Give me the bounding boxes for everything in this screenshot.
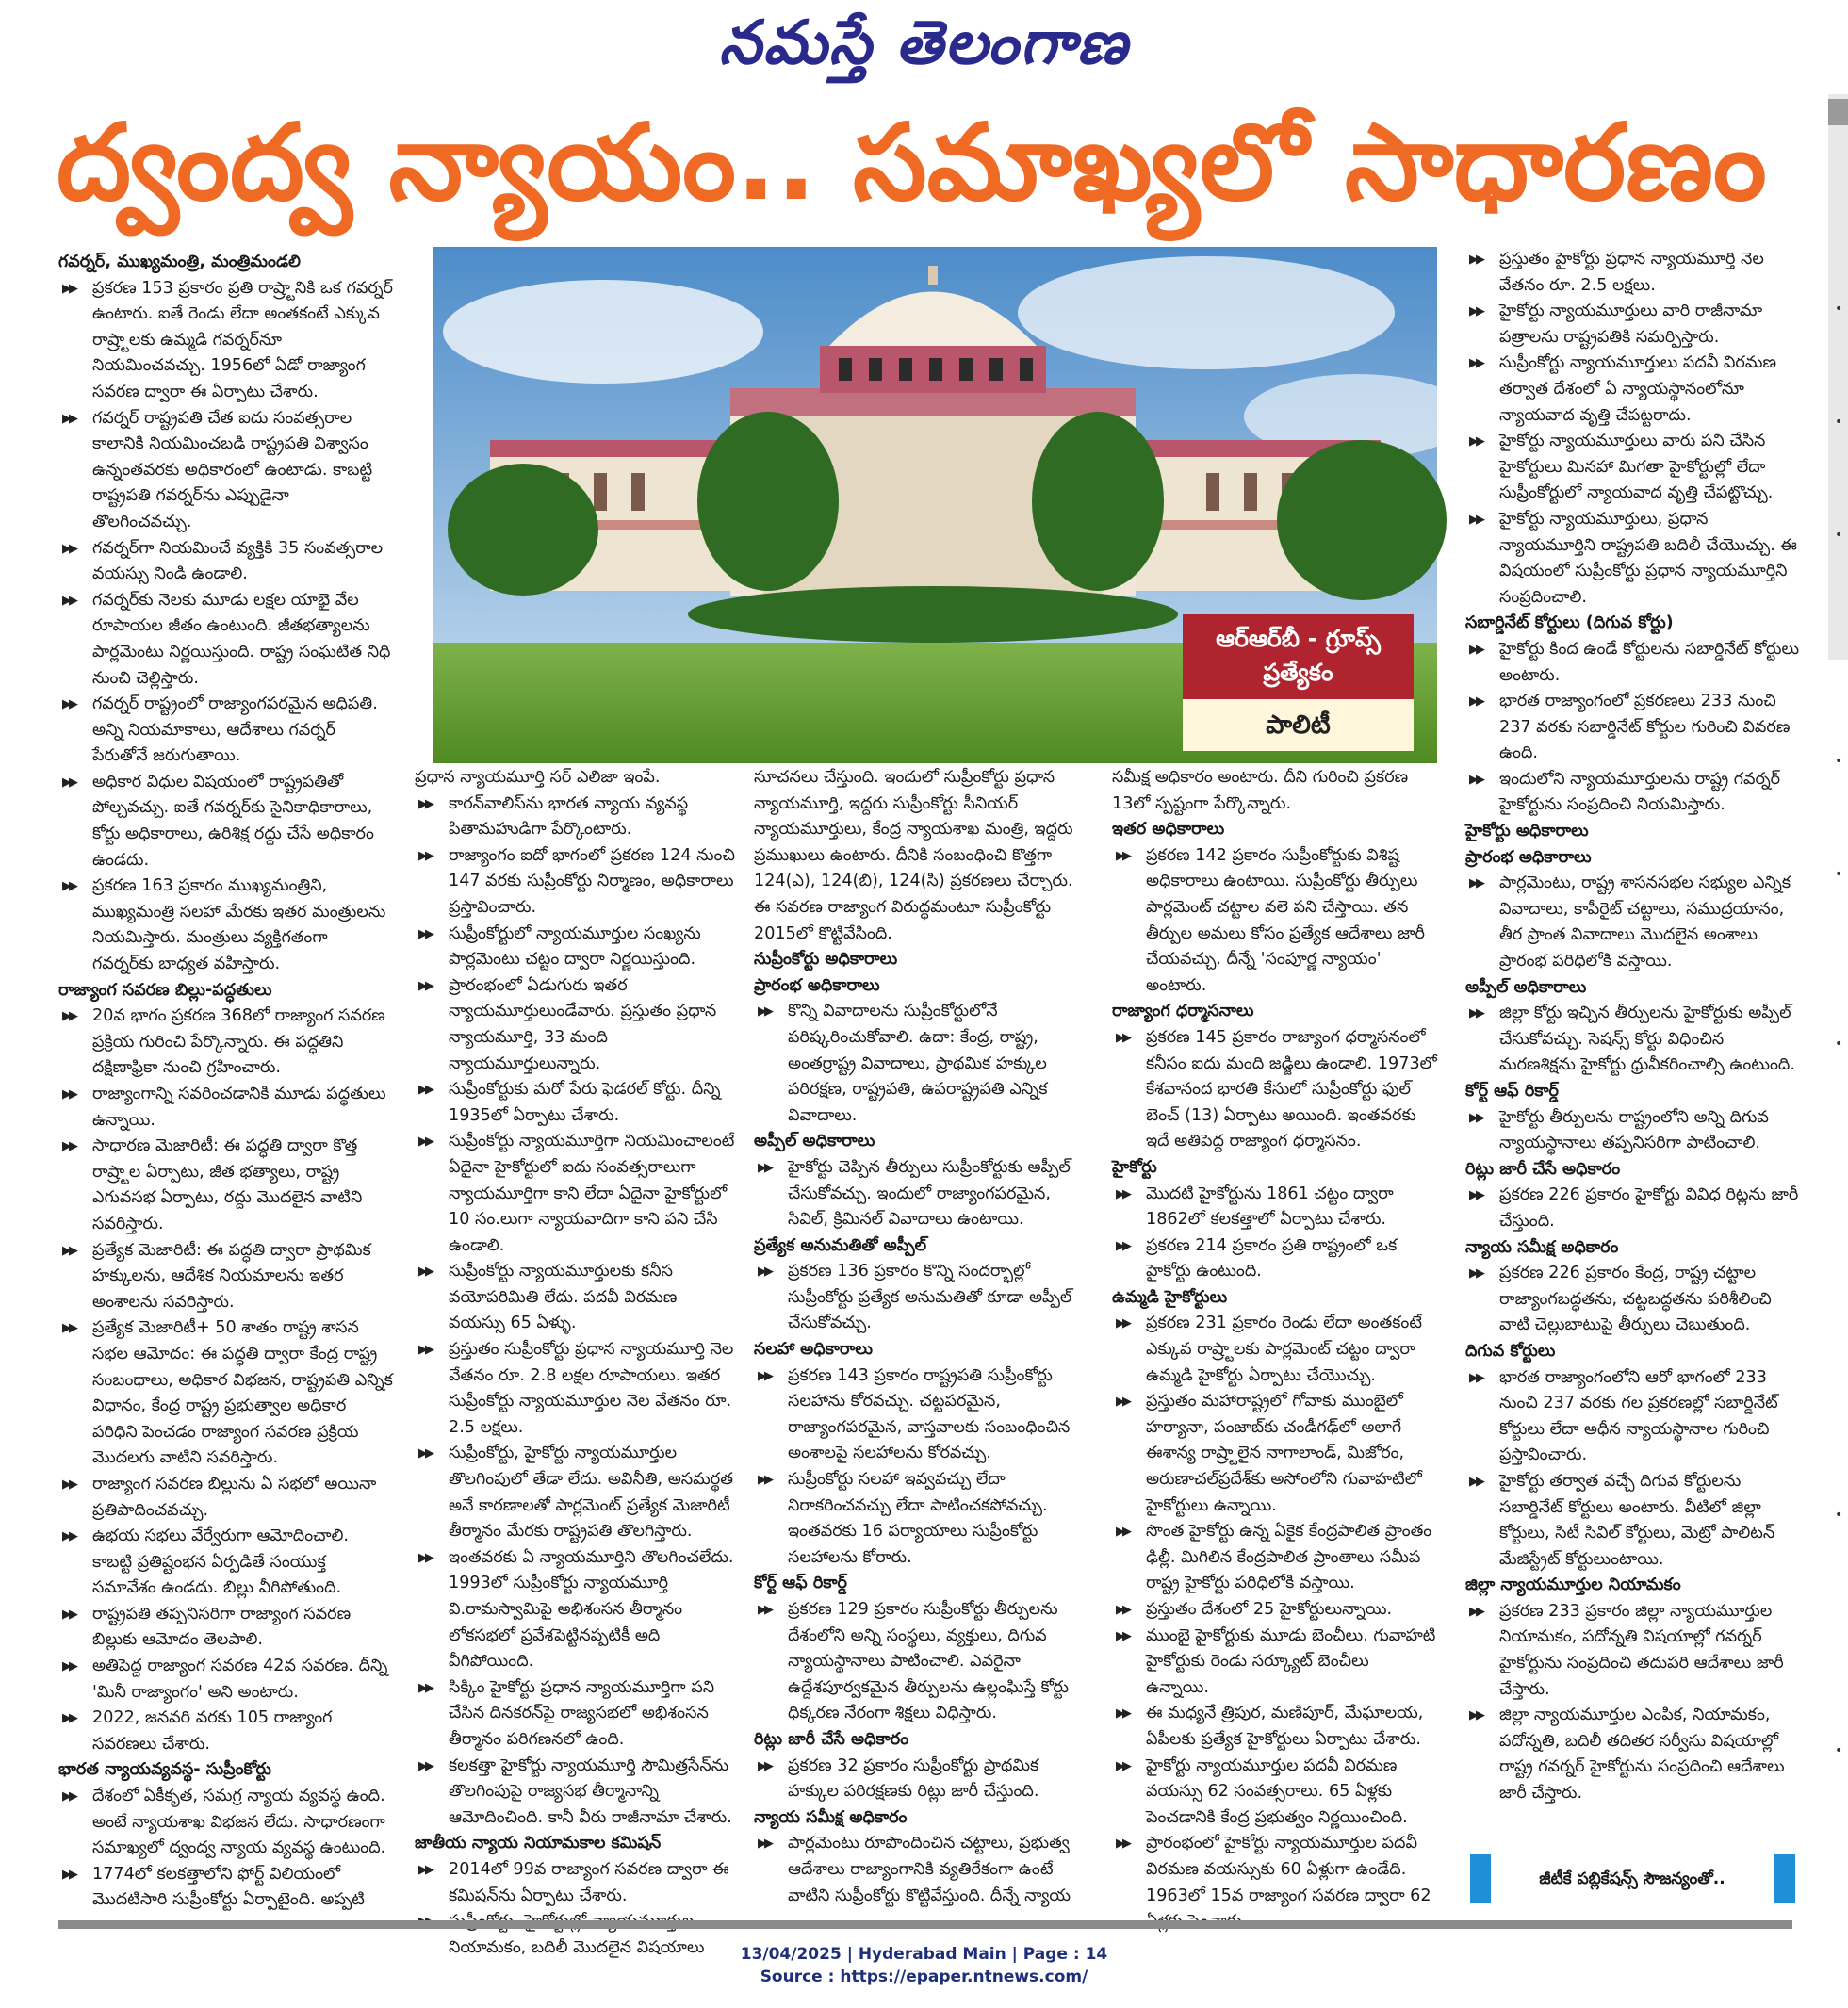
bullet-item bbox=[58, 1004, 393, 1082]
bullet-text: ఈ మధ్యనే త్రిపుర, మణిపూర్, మేఘాలయ, ఏపీలకు ప్రత్యేక హైకోర్టులు ఏర్పాటు చేశారు. bbox=[1146, 1704, 1424, 1749]
double-arrow-icon: ▶▶ bbox=[1116, 1316, 1129, 1331]
double-arrow-icon: ▶▶ bbox=[62, 593, 75, 608]
bullet-text: ప్రత్యేక మెజారిటీ: ఈ పద్ధతి ద్వారా ప్రాథమిక హక్కులను, ఆదేశిక నియమాలను ఇతర అంశాలను సవరిస్తారు. bbox=[92, 1240, 371, 1312]
double-arrow-icon: ▶▶ bbox=[1116, 1030, 1129, 1045]
footer-source-link[interactable]: Source : https://epaper.ntnews.com/ bbox=[760, 1967, 1088, 1986]
double-arrow-icon: ▶▶ bbox=[1116, 1186, 1129, 1201]
bullet-item bbox=[1112, 1519, 1437, 1597]
section-heading: ఇతర అధికారాలు bbox=[1112, 820, 1225, 840]
bullet-item bbox=[754, 999, 1093, 1129]
bullet-text: రాజ్యాంగ సవరణ బిల్లును ఏ సభలో అయినా ప్రతిపాదించవచ్చు. bbox=[92, 1474, 377, 1520]
double-arrow-icon: ▶▶ bbox=[62, 1139, 75, 1154]
section-heading: రాజ్యాంగ సవరణ బిల్లు-పద్ధతులు bbox=[58, 980, 272, 1000]
bullet-text: సాధారణ మెజారిటీ: ఈ పద్ధతి ద్వారా కొత్త రాష్ర్టాల ఏర్పాటు, జీత భత్యాలు, రాష్ట్ర ఎగువసభ ఏర్పాటు, రద్దు మొదలైన వాటిని సవరిస్తారు. bbox=[92, 1136, 363, 1233]
edge-bullet: • bbox=[1835, 867, 1843, 882]
bullet-item bbox=[1112, 1025, 1437, 1155]
bullet-item bbox=[1112, 1624, 1437, 1702]
bullet-item bbox=[1465, 299, 1800, 351]
section-heading: ప్రత్యేక అనుమతితో అప్పీల్ bbox=[754, 1235, 927, 1255]
bullet-text: భారత రాజ్యాంగంలోని ఆరో భాగంలో 233 నుంచి 237 వరకు గల ప్రకరణల్లో సబార్డినేట్ కోర్టులు లేదా అధీన న్యాయస్థానాల గురించి ప్రస్తావించారు. bbox=[1499, 1367, 1778, 1465]
bullet-text: అధికార విధుల విషయంలో రాష్ట్రపతితో పోల్చవచ్చు. ఐతే గవర్నర్‌కు సైనికాధికారాలు, కోర్టు అధికారాలు, ఉరిశిక్ష రద్దు చేసే అధికారం ఉండదు. bbox=[92, 772, 374, 870]
bullet-item bbox=[58, 692, 393, 770]
bullet-item bbox=[58, 536, 393, 588]
section-heading: జాతీయ న్యాయ నియామకాల కమిషన్ bbox=[415, 1834, 662, 1853]
bullet-text: సుప్రీంకోర్టుకు మరో పేరు ఫెడరల్ కోర్టు. దీన్ని 1935లో ఏర్పాటు చేశారు. bbox=[449, 1080, 721, 1125]
double-arrow-icon: ▶▶ bbox=[1469, 253, 1482, 267]
bullet-item bbox=[415, 1129, 735, 1259]
bullet-text: హైకోర్టు తర్వాత వచ్చే దిగువ కోర్టులను సబార్డినేట్ కోర్టులు అంటారు. వీటిలో జిల్లా కోర్టులు, సిటీ సివిల్ కోర్టులు, మెట్రో పాలిటన్ మేజిస్ట్రేట్ కోర్టులుంటాయి. bbox=[1499, 1471, 1775, 1569]
bullet-text: రాష్ట్రపతి తప్పనిసరిగా రాజ్యాంగ సవరణ బిల్లుకు ఆమోదం తెలపాలి. bbox=[92, 1604, 352, 1650]
bullet-item bbox=[58, 276, 393, 406]
bullet-item bbox=[58, 873, 393, 977]
bullet-text: హైకోర్టు కింద ఉండే కోర్టులను సబార్డినేట్ కోర్టులు అంటారు. bbox=[1499, 639, 1800, 685]
section-badge bbox=[1183, 614, 1414, 751]
section-heading: కోర్ట్ ఆఫ్ రికార్డ్ bbox=[754, 1574, 847, 1593]
bullet-item bbox=[1465, 1703, 1800, 1806]
bullet-item bbox=[1112, 1311, 1437, 1389]
bullet-item bbox=[1465, 1105, 1800, 1157]
double-arrow-icon: ▶▶ bbox=[62, 1789, 75, 1804]
bullet-text: సొంత హైకోర్టు ఉన్న ఏకైక కేంద్రపాలిత ప్రాంతం ఢిల్లీ. మిగిలిన కేంద్రపాలిత ప్రాంతాలు సమీప రాష్ట్ర హైకోర్టు పరిధిలోకి వస్తాయి. bbox=[1146, 1522, 1432, 1593]
column-1 bbox=[58, 250, 393, 1918]
bullet-text: జిల్లా కోర్టు ఇచ్చిన తీర్పులను హైకోర్టుకు అప్పీల్ చేసుకోవచ్చు. సెషన్స్ కోర్టు విధించిన మరణశిక్షను హైకోర్టు ధ్రువీకరించాల్సి ఉంటుంది. bbox=[1499, 1004, 1795, 1075]
bullet-text: ప్రకరణ 214 ప్రకారం ప్రతి రాష్ట్రంలో ఒక హైకోర్టు ఉంటుంది. bbox=[1146, 1235, 1398, 1282]
paragraph: సమీక్ష అధికారం అంటారు. దీని గురించి ప్రకరణ 13లో స్పష్టంగా పేర్కొన్నారు. bbox=[1112, 768, 1409, 813]
bullet-text: సుప్రీంకోర్టులో న్యాయమూర్తుల సంఖ్యను పార్లమెంటు చట్టం ద్వారా నిర్ణయిస్తుంది. bbox=[449, 923, 701, 970]
bullet-text: ప్రకరణ 233 ప్రకారం జిల్లా న్యాయమూర్తుల నియామకం, పదోన్నతి విషయాల్లో గవర్నర్ హైకోర్టును సంప్రదించి తదుపరి ఆదేశాలు జారీ చేస్తారు. bbox=[1499, 1601, 1784, 1699]
double-arrow-icon: ▶▶ bbox=[1469, 304, 1482, 319]
section-heading: న్యాయ సమీక్ష అధికారం bbox=[1465, 1237, 1619, 1257]
double-arrow-icon: ▶▶ bbox=[62, 1243, 75, 1258]
bullet-text: ప్రకరణ 153 ప్రకారం ప్రతి రాష్ర్టానికి ఒక గవర్నర్ ఉంటారు. ఐతే రెండు లేదా అంతకంటే ఎక్కువ రాష్ర్టాలకు ఉమ్మడి గవర్నర్‌నూ నియమించవచ్చు. 1956లో ఏడో రాజ్యాంగ సవరణ ద్వారా ఈ ఏర్పాటు చేశారు. bbox=[92, 278, 393, 401]
section-heading: రాజ్యాంగ ధర్మాసనాలు bbox=[1112, 1002, 1254, 1021]
bullet-text: సుప్రీంకోర్టు సలహా ఇవ్వవచ్చు లేదా నిరాకరించవచ్చు లేదా పాటించకపోవచ్చు. ఇంతవరకు 16 పర్యాయాలు సుప్రీంకోర్టు సలహాలను కోరారు. bbox=[788, 1470, 1048, 1567]
section-heading: సబార్డినేట్ కోర్టులు (దిగువ కోర్టు) bbox=[1465, 613, 1674, 633]
double-arrow-icon: ▶▶ bbox=[62, 411, 75, 426]
section-heading: ప్రారంభ అధికారాలు bbox=[754, 975, 880, 995]
double-arrow-icon: ▶▶ bbox=[62, 879, 75, 894]
bullet-text: సిక్కిం హైకోర్టు ప్రధాన న్యాయమూర్తిగా పని చేసిన దినకరన్‌పై రాజ్యసభలో అభిశంసన తీర్మానం పరిగణనలో ఉంది. bbox=[449, 1677, 715, 1749]
double-arrow-icon: ▶▶ bbox=[758, 1160, 771, 1175]
double-arrow-icon: ▶▶ bbox=[1469, 772, 1482, 787]
bullet-item bbox=[1465, 871, 1800, 974]
bullet-item bbox=[58, 1862, 393, 1914]
bullet-item bbox=[415, 1259, 735, 1337]
double-arrow-icon: ▶▶ bbox=[1116, 1238, 1129, 1253]
double-arrow-icon: ▶▶ bbox=[62, 1087, 75, 1102]
bullet-item bbox=[1112, 1389, 1437, 1519]
bullet-item bbox=[754, 1754, 1093, 1805]
bullet-item bbox=[58, 1238, 393, 1316]
bullet-item bbox=[1465, 1183, 1800, 1234]
section-heading: హైకోర్టు అధికారాలు bbox=[1465, 822, 1589, 841]
double-arrow-icon: ▶▶ bbox=[418, 926, 432, 941]
double-arrow-icon: ▶▶ bbox=[418, 1680, 432, 1695]
double-arrow-icon: ▶▶ bbox=[1116, 1628, 1129, 1643]
bullet-item bbox=[1112, 1182, 1437, 1233]
bullet-text: ప్రస్తుతం హైకోర్టు ప్రధాన న్యాయమూర్తి నెల వేతనం రూ. 2.5 లక్షలు. bbox=[1499, 250, 1764, 295]
bullet-text: ప్రకరణ 163 ప్రకారం ముఖ్యమంత్రిని, ముఖ్యమంత్రి సలహా మేరకు ఇతర మంత్రులను నియమిస్తారు. మంత్రులు వ్యక్తిగతంగా గవర్నర్‌కు బాధ్యత వహిస్తారు. bbox=[92, 876, 386, 974]
double-arrow-icon: ▶▶ bbox=[758, 1473, 771, 1488]
double-arrow-icon: ▶▶ bbox=[758, 1758, 771, 1773]
scrollbar-thumb[interactable] bbox=[1828, 99, 1848, 125]
double-arrow-icon: ▶▶ bbox=[1469, 434, 1482, 449]
bullet-text: ప్రారంభంలో హైకోర్టు న్యాయమూర్తుల పదవీ విరమణ వయస్సుకు 60 ఏళ్లుగా ఉండేది. 1963లో 15వ రాజ్యాంగ సవరణ ద్వారా 62 bbox=[1146, 1834, 1431, 1905]
bullet-text: ప్రత్యేక మెజారిటీ+ 50 శాతం రాష్ట్ర శాసన సభల ఆమోదం: ఈ పద్ధతి ద్వారా కేంద్ర రాష్ట్ర సంబంధాలు, అధికార విభజన, రాష్ట్రపతి ఎన్నిక విధానం, కేంద్ర రాష్ట్ర ప్రభుత్వాల అధికార పరిధిని పెంచడం రాజ్యాంగ సవరణ ప్రక్రియ మొదలగు వాటిని సవరిస్తారు. bbox=[92, 1318, 393, 1468]
bullet-text: హైకోర్టు న్యాయమూర్తుల పదవీ విరమణ వయస్సు 62 సంవత్సరాలు. 65 ఏళ్లకు పెంచడానికి కేంద్ర ప్రభుత్వం నిర్ణయించింది. bbox=[1146, 1755, 1408, 1827]
double-arrow-icon: ▶▶ bbox=[418, 1343, 432, 1358]
bullet-text: కారన్‌వాలిస్‌ను భారత న్యాయ వ్యవస్థ పితామహుడిగా పేర్కొంటారు. bbox=[449, 793, 689, 840]
bullet-item bbox=[1465, 429, 1800, 507]
double-arrow-icon: ▶▶ bbox=[1116, 1706, 1129, 1722]
double-arrow-icon: ▶▶ bbox=[62, 1607, 75, 1622]
bullet-item bbox=[1465, 1365, 1800, 1469]
bullet-item bbox=[754, 1363, 1093, 1467]
column-2 bbox=[415, 765, 735, 1957]
bullet-text: 2014లో 99వ రాజ్యాంగ సవరణ ద్వారా ఈ కమిషన్‌ను ఏర్పాటు చేశారు. bbox=[449, 1859, 729, 1905]
double-arrow-icon: ▶▶ bbox=[1116, 1603, 1129, 1617]
bullet-text: ప్రకరణ 136 ప్రకారం కొన్ని సందర్భాల్లో సుప్రీంకోర్టు ప్రత్యేక అనుమతితో కూడా అప్పీల్ చేసుకోవచ్చు. bbox=[788, 1262, 1072, 1333]
section-heading: హైకోర్టు bbox=[1112, 1157, 1157, 1177]
bullet-item bbox=[1465, 1261, 1800, 1339]
bullet-item bbox=[58, 1706, 393, 1757]
bullet-text: ప్రకరణ 142 ప్రకారం సుప్రీంకోర్టుకు విశిష్ట అధికారాలు ఉంటాయి. సుప్రీంకోర్టు తీర్పులు పార్లమెంట్ చట్టాల వలె పని చేస్తాయి. తన తీర్పుల అమలు కోసం ప్రత్యేక ఆదేశాలు జారీ చేయవచ్చు. దీన్నే 'సంపూర్ణ న్యాయం' అంటారు. bbox=[1146, 845, 1425, 995]
paragraph: ప్రధాన న్యాయమూర్తి సర్ ఎలిజా ఇంపే. bbox=[415, 768, 661, 787]
bullet-text: హైకోర్టు తీర్పులను రాష్ట్రంలోని అన్ని దిగువ న్యాయస్థానాలు తప్పనిసరిగా పాటించాలి. bbox=[1499, 1107, 1769, 1153]
section-heading: జిల్లా న్యాయమూర్తుల నియామకం bbox=[1465, 1575, 1681, 1595]
edge-bullet: • bbox=[1835, 1508, 1843, 1523]
bullet-item bbox=[415, 1857, 735, 1909]
edge-bullet: • bbox=[1835, 1037, 1843, 1052]
bullet-item bbox=[1465, 1469, 1800, 1573]
double-arrow-icon: ▶▶ bbox=[418, 1083, 432, 1098]
bullet-item bbox=[1112, 843, 1437, 1000]
bullet-item bbox=[754, 1155, 1093, 1233]
double-arrow-icon: ▶▶ bbox=[1469, 356, 1482, 371]
bullet-text: హైకోర్టు న్యాయమూర్తులు వారు పని చేసిన హైకోర్టులు మినహా మిగతా హైకోర్టుల్లో లేదా సుప్రీంకోర్టులో న్యాయవాద వృత్తి చేపట్టొచ్చు. bbox=[1499, 432, 1774, 503]
bullet-text: ప్రస్తుతం మహారాష్ట్రలో గోవాకు ముంబైలో హర్యానా, పంజాబ్‌కు చండీగఢ్‌లో అలాగే ఈశాన్య రాష్ర్టాలైన నాగాలాండ్, మిజోరం, అరుణాచల్‌ప్రదేశ్‌కు అసోంలోని గువాహటిలో హైకోర్టులు ఉన్నాయి. bbox=[1146, 1392, 1422, 1515]
bullet-text: హైకోర్టు న్యాయమూర్తులు వారి రాజీనామా పత్రాలను రాష్ట్రపతికి సమర్పిస్తారు. bbox=[1499, 302, 1763, 347]
bullet-item bbox=[1465, 507, 1800, 611]
badge-title: ఆర్ఆర్‌బీ - గ్రూప్స్ ప్రత్యేకం bbox=[1183, 614, 1414, 699]
double-arrow-icon: ▶▶ bbox=[1469, 512, 1482, 527]
bullet-item bbox=[58, 1784, 393, 1862]
double-arrow-icon: ▶▶ bbox=[62, 1867, 75, 1882]
bullet-text: హైకోర్టు చెప్పిన తీర్పులు సుప్రీంకోర్టుకు అప్పీల్ చేసుకోవచ్చు. ఇందులో రాజ్యాంగపరమైన, సివిల్, క్రిమినల్ వివాదాలు ఉంటాయి. bbox=[788, 1157, 1071, 1230]
bullet-item bbox=[415, 1675, 735, 1754]
bullet-item bbox=[1112, 1597, 1437, 1624]
double-arrow-icon: ▶▶ bbox=[62, 1477, 75, 1492]
bullet-text: 2022, జనవరి వరకు 105 రాజ్యాంగ సవరణలు చేశారు. bbox=[92, 1708, 333, 1754]
double-arrow-icon: ▶▶ bbox=[1469, 1604, 1482, 1619]
double-arrow-icon: ▶▶ bbox=[758, 1837, 771, 1852]
bullet-text: ఇందులోని న్యాయమూర్తులను రాష్ట్ర గవర్నర్ హైకోర్టును సంప్రదించి నియమిస్తారు. bbox=[1499, 769, 1781, 815]
bullet-item bbox=[58, 770, 393, 873]
bullet-text: ప్రకరణ 129 ప్రకారం సుప్రీంకోర్టు తీర్పులను దేశంలోని అన్ని సంస్థలు, వ్యక్తులు, దిగువ న్యాయస్థానాలు పాటించాలి. ఎవరైనా ఉద్దేశపూర్వకమైన తీర్పులను ఉల్లంఘిస్తే కోర్టు ధిక్కరణ నేరంగా శిక్షలు విధిస్తారు. bbox=[788, 1600, 1069, 1723]
section-heading: సలహా అధికారాలు bbox=[754, 1340, 873, 1360]
edge-bullet: • bbox=[1835, 1743, 1843, 1758]
bullet-item bbox=[1465, 351, 1800, 429]
double-arrow-icon: ▶▶ bbox=[1469, 1266, 1482, 1282]
double-arrow-icon: ▶▶ bbox=[1469, 1006, 1482, 1021]
double-arrow-icon: ▶▶ bbox=[1469, 1708, 1482, 1723]
bullet-item bbox=[415, 1441, 735, 1544]
double-arrow-icon: ▶▶ bbox=[62, 1321, 75, 1336]
bullet-item bbox=[754, 1831, 1093, 1909]
bullet-item bbox=[1112, 1233, 1437, 1285]
double-arrow-icon: ▶▶ bbox=[1469, 1370, 1482, 1385]
bullet-item bbox=[415, 922, 735, 973]
bullet-item bbox=[58, 1472, 393, 1524]
column-4 bbox=[1112, 765, 1437, 1918]
bullet-text: ప్రారంభంలో ఏడుగురు ఇతర న్యాయమూర్తులుండేవారు. ప్రస్తుతం ప్రధాన న్యాయమూర్తి, 33 మంది న్యాయమూర్తులున్నారు. bbox=[449, 975, 717, 1073]
double-arrow-icon: ▶▶ bbox=[1469, 694, 1482, 710]
double-arrow-icon: ▶▶ bbox=[418, 978, 432, 993]
bullet-item bbox=[754, 1259, 1093, 1337]
masthead-logo: నమస్తే తెలంగాణ bbox=[718, 8, 1130, 78]
double-arrow-icon: ▶▶ bbox=[1469, 1110, 1482, 1125]
edge-bullet: • bbox=[1835, 415, 1843, 430]
column-5 bbox=[1465, 247, 1800, 1849]
bullet-text: హైకోర్టు న్యాయమూర్తులు, ప్రధాన న్యాయమూర్తిని రాష్ట్రపతి బదిలీ చేయొచ్చు. ఈ విషయంలో సుప్రీంకోర్టు ప్రధాన న్యాయమూర్తిని సంప్రదించాలి. bbox=[1499, 509, 1797, 607]
bullet-text: అతిపెద్ద రాజ్యాంగ సవరణ 42వ సవరణ. దీన్ని 'మినీ రాజ్యాంగం' అని అంటారు. bbox=[92, 1657, 388, 1702]
double-arrow-icon: ▶▶ bbox=[1116, 1395, 1129, 1410]
bullet-text: దేశంలో ఏకీకృత, సమగ్ర న్యాయ వ్యవస్థ ఉంది. అంటే న్యాయశాఖ విభజన లేదు. సాధారణంగా సమాఖ్యలో ద్వంద్వ న్యాయ వ్యవస్థ ఉంటుంది. bbox=[92, 1787, 386, 1858]
double-arrow-icon: ▶▶ bbox=[418, 796, 432, 811]
double-arrow-icon: ▶▶ bbox=[1469, 876, 1482, 891]
bullet-item bbox=[415, 792, 735, 843]
double-arrow-icon: ▶▶ bbox=[418, 1862, 432, 1877]
bullet-item bbox=[1112, 1701, 1437, 1753]
section-heading: అప్పీల్ అధికారాలు bbox=[1465, 977, 1587, 997]
bullet-item bbox=[415, 973, 735, 1077]
double-arrow-icon: ▶▶ bbox=[418, 1265, 432, 1280]
bullet-text: ప్రస్తుతం దేశంలో 25 హైకోర్టులున్నాయి. bbox=[1146, 1600, 1393, 1619]
section-heading: గవర్నర్, ముఖ్యమంత్రి, మంత్రిమండలి bbox=[58, 253, 301, 271]
bullet-item bbox=[1465, 1001, 1800, 1079]
section-heading: సుప్రీంకోర్టు అధికారాలు bbox=[754, 950, 898, 970]
section-heading: రిట్లు జారీ చేసే అధికారం bbox=[1465, 1159, 1621, 1179]
double-arrow-icon: ▶▶ bbox=[62, 775, 75, 790]
page-divider bbox=[58, 1920, 1792, 1929]
bullet-item bbox=[754, 1597, 1093, 1727]
page-headline: ద్వంద్వ న్యాయం.. సమాఖ్యలో సాధారణం bbox=[57, 102, 1767, 224]
bullet-text: 1774లో కలకత్తాలోని ఫోర్ట్ విలియంలో మొదటిసారి సుప్రీంకోర్టు ఏర్పాటైంది. అప్పటి bbox=[92, 1864, 365, 1910]
double-arrow-icon: ▶▶ bbox=[418, 1758, 432, 1773]
double-arrow-icon: ▶▶ bbox=[1469, 1188, 1482, 1203]
badge-subject: పాలిటీ bbox=[1183, 699, 1414, 751]
bullet-text: రాజ్యాంగాన్ని సవరించడానికి మూడు పద్ధతులు ఉన్నాయి. bbox=[92, 1085, 386, 1130]
bullet-item bbox=[1465, 247, 1800, 299]
paragraph: సూచనలు చేస్తుంది. ఇందులో సుప్రీంకోర్టు ప్రధాన న్యాయమూర్తి, ఇద్దరు సుప్రీంకోర్టు సీనియర్ న్యాయమూర్తులు, కేంద్ర న్యాయశాఖ మంత్రి, ఇద్దరు ప్రముఖులు ఉంటారు. దీనికి సంబంధించి కొత్తగా 124(ఎ), 124(బి), 124(సి) ప్రకరణలు చేర్చారు. ఈ సవరణ రాజ్యాంగ విరుద్ధమంటూ సుప్రీంకోర్టు 2015లో కొట్టివేసింది. bbox=[754, 768, 1073, 943]
double-arrow-icon: ▶▶ bbox=[418, 1550, 432, 1565]
double-arrow-icon: ▶▶ bbox=[1116, 848, 1129, 863]
bullet-item bbox=[1465, 689, 1800, 767]
bullet-item bbox=[415, 1077, 735, 1129]
section-heading: న్యాయ సమీక్ష అధికారం bbox=[754, 1807, 908, 1827]
credit-text: జీటీకే పబ్లికేషన్స్ సౌజన్యంతో.. bbox=[1491, 1854, 1774, 1903]
bullet-text: కలకత్తా హైకోర్టు న్యాయమూర్తి సౌమిత్రసేన్‌ను తొలగింపుపై రాజ్యసభ తీర్మానాన్ని ఆమోదించింది. కానీ వీరు రాజీనామా చేశారు. bbox=[449, 1755, 732, 1827]
bullet-item bbox=[58, 1602, 393, 1654]
bullet-text: భారత రాజ్యాంగంలో ప్రకరణలు 233 నుంచి 237 వరకు సబార్డినేట్ కోర్టుల గురించి వివరణ ఉంది. bbox=[1499, 692, 1791, 763]
bullet-text: సుప్రీంకోర్టు న్యాయమూర్తులకు కనీస వయోపరిమితి లేదు. పదవీ విరమణ వయస్సు 65 ఏళ్ళు. bbox=[449, 1262, 678, 1333]
bullet-item bbox=[58, 1134, 393, 1237]
double-arrow-icon: ▶▶ bbox=[418, 1446, 432, 1461]
bullet-item bbox=[58, 1315, 393, 1472]
bullet-text: రాజ్యాంగం ఐదో భాగంలో ప్రకరణ 124 నుంచి 147 వరకు సుప్రీంకోర్టు నిర్మాణం, అధికారాలు ప్రస్తావించారు. bbox=[449, 845, 735, 917]
bullet-item bbox=[754, 1467, 1093, 1571]
bullet-item bbox=[415, 843, 735, 922]
credit-box bbox=[1470, 1854, 1795, 1903]
section-heading: ఉమ్మడి హైకోర్టులు bbox=[1112, 1287, 1228, 1307]
bullet-text: గవర్నర్ రాష్ట్రపతి చేత ఐదు సంవత్సరాల కాలానికి నియమించబడి రాష్ట్రపతి విశ్వాసం ఉన్నంతవరకు అధికారంలో ఉంటాడు. కాబట్టి రాష్ట్రపతి గవర్నర్‌ను ఎప్పుడైనా తొలగించవచ్చు. bbox=[92, 408, 373, 531]
bullet-text: ముంబై హైకోర్టుకు మూడు బెంచీలు. గువాహటి హైకోర్టుకు రెండు సర్క్యూట్ బెంచీలు ఉన్నాయి. bbox=[1146, 1625, 1436, 1697]
bullet-text: ప్రకరణ 226 ప్రకారం కేంద్ర, రాష్ట్ర చట్టాల రాజ్యాంగబద్ధతను, చట్టబద్ధతను పరిశీలించి వాటి చెల్లుబాటుపై తీర్పులు చెబుతుంది. bbox=[1499, 1264, 1772, 1335]
bullet-item bbox=[415, 1337, 735, 1441]
double-arrow-icon: ▶▶ bbox=[758, 1603, 771, 1617]
bullet-item bbox=[1112, 1754, 1437, 1832]
footer-dateline: 13/04/2025 | Hyderabad Main | Page : 14 bbox=[740, 1945, 1108, 1964]
bullet-item bbox=[58, 1524, 393, 1602]
section-heading: కోర్ట్ ఆఫ్ రికార్డ్ bbox=[1465, 1082, 1559, 1101]
page-footer bbox=[0, 1943, 1848, 1988]
section-heading: భారత న్యాయవ్యవస్థ- సుప్రీంకోర్టు bbox=[58, 1760, 272, 1780]
bullet-text: పార్లమెంటు రూపొందించిన చట్టాలు, ప్రభుత్వ ఆదేశాలు రాజ్యాంగానికి వ్యతిరేకంగా ఉంటే వాటిని సుప్రీంకోర్టు కొట్టివేస్తుంది. దీన్నే న్యాయ bbox=[788, 1834, 1071, 1905]
bullet-text: నియామకం, బదిలీ మొదలైన విషయాలు bbox=[449, 1937, 705, 1957]
bullet-item bbox=[58, 588, 393, 692]
double-arrow-icon: ▶▶ bbox=[62, 697, 75, 712]
double-arrow-icon: ▶▶ bbox=[1116, 1837, 1129, 1852]
double-arrow-icon: ▶▶ bbox=[62, 541, 75, 556]
edge-bullet: • bbox=[1835, 528, 1843, 543]
bullet-text: సుప్రీంకోర్టు, హైకోర్టు న్యాయమూర్తుల తొలగింపులో తేడా లేదు. అవినీతి, అసమర్థత అనే కారణాలతో పార్లమెంట్ ప్రత్యేక మెజారిటీ తీర్మానం మేరకు రాష్ట్రపతి తొలగిస్తారు. bbox=[449, 1444, 733, 1542]
bullet-item bbox=[58, 406, 393, 536]
scrollbar-track[interactable] bbox=[1828, 94, 1848, 660]
bullet-text: గవర్నర్‌కు నెలకు మూడు లక్షల యాభై వేల రూపాయల జీతం ఉంటుంది. జీతభత్యాలను పార్లమెంటు నిర్ణయిస్తుంది. రాష్ట్ర సంఘటిత నిధి నుంచి చెల్లిస్తారు. bbox=[92, 590, 391, 688]
double-arrow-icon: ▶▶ bbox=[62, 1659, 75, 1674]
bullet-text: సుప్రీంకోర్టు న్యాయమూర్తిగా నియమించాలంటే ఏదైనా హైకోర్టులో ఐదు సంవత్సరాలుగా న్యాయమూర్తిగా కాని లేదా ఏదైనా హైకోర్టులో 10 సం.లుగా న్యాయవాదిగా కాని పని చేసి ఉండాలి. bbox=[449, 1132, 735, 1255]
double-arrow-icon: ▶▶ bbox=[62, 1529, 75, 1544]
edge-bullet: • bbox=[1835, 754, 1843, 769]
bullet-text: గవర్నర్‌గా నియమించే వ్యక్తికి 35 సంవత్సరాల వయస్సు నిండి ఉండాలి. bbox=[92, 538, 384, 584]
bullet-text: పార్లమెంటు, రాష్ట్ర శాసనసభల సభ్యుల ఎన్నిక వివాదాలు, కాపీరైట్ చట్టాలు, సముద్రయానం, తీర ప్రాంత వివాదాలు మొదలైన అంశాలు ప్రారంభ పరిధిలోకి వస్తాయి. bbox=[1499, 873, 1791, 971]
bullet-item bbox=[415, 1754, 735, 1832]
bullet-text: 20వ భాగం ప్రకరణ 368లో రాజ్యాంగ సవరణ ప్రక్రియ గురించి పేర్కొన్నారు. ఈ పద్ధతిని దక్షిణాఫ్రికా నుంచి గ్రహించారు. bbox=[92, 1006, 385, 1078]
bullet-item bbox=[58, 1654, 393, 1706]
double-arrow-icon: ▶▶ bbox=[62, 281, 75, 296]
bullet-text: ప్రకరణ 145 ప్రకారం రాజ్యాంగ ధర్మాసనంలో కనీసం ఐదు మంది జడ్జిలు ఉండాలి. 1973లో కేశవానంద భారతి కేసులో సుప్రీంకోర్టు ఫుల్ బెంచ్ (13) ఏర్పాటు అయింది. ఇంతవరకు ఇదే అతిపెద్ద రాజ్యాంగ ధర్మాసనం. bbox=[1146, 1027, 1437, 1151]
bullet-item bbox=[1465, 767, 1800, 819]
bullet-text: ప్రకరణ 231 ప్రకారం రెండు లేదా అంతకంటే ఎక్కువ రాష్ర్టాలకు పార్లమెంట్ చట్టం ద్వారా ఉమ్మడి హైకోర్టు ఏర్పాటు చేయొచ్చు. bbox=[1146, 1314, 1422, 1385]
bullet-text: మొదటి హైకోర్టును 1861 చట్టం ద్వారా 1862లో కలకత్తాలో ఏర్పాటు చేశారు. bbox=[1146, 1184, 1394, 1230]
section-heading: ప్రారంభ అధికారాలు bbox=[1465, 847, 1592, 867]
bullet-text: ఉభయ సభలు వేర్వేరుగా ఆమోదించాలి. కాబట్టి ప్రతిష్టంభన ఏర్పడితే సంయుక్త సమావేశం ఉండదు. బిల్లు వీగిపోతుంది. bbox=[92, 1526, 350, 1598]
bullet-item bbox=[1465, 637, 1800, 689]
double-arrow-icon: ▶▶ bbox=[62, 1009, 75, 1024]
double-arrow-icon: ▶▶ bbox=[758, 1004, 771, 1020]
bullet-item bbox=[58, 1082, 393, 1134]
bullet-text: సుప్రీంకోర్టు న్యాయమూర్తులు పదవీ విరమణ తర్వాత దేశంలో ఏ న్యాయస్థానంలోనూ న్యాయవాద వృత్తి చేపట్టరాదు. bbox=[1499, 353, 1777, 425]
bullet-text: ఇంతవరకు ఏ న్యాయమూర్తిని తొలగించలేదు. 1993లో సుప్రీంకోర్టు న్యాయమూర్తి వి.రామస్వామిపై అభిశంసన తీర్మానం లోకసభలో ప్రవేశపెట్టినప్పటికీ అది వీగిపోయింది. bbox=[449, 1547, 734, 1672]
bullet-text: ప్రకరణ 143 ప్రకారం రాష్ట్రపతి సుప్రీంకోర్టు సలహాను కోరవచ్చు. చట్టపరమైన, రాజ్యాంగపరమైన, వాస్తవాలకు సంబంధించిన అంశాలపై సలహాలను కోరవచ్చు. bbox=[788, 1365, 1071, 1463]
bullet-text: ప్రకరణ 226 ప్రకారం హైకోర్టు వివిధ రిట్లను జారీ చేస్తుంది. bbox=[1499, 1185, 1799, 1231]
edge-bullet: • bbox=[1835, 302, 1843, 317]
double-arrow-icon: ▶▶ bbox=[1116, 1525, 1129, 1540]
bullet-item bbox=[415, 1545, 735, 1675]
bullet-text: కొన్ని వివాదాలను సుప్రీంకోర్టులోనే పరిష్కరించుకోవాలి. ఉదా: కేంద్ర, రాష్ట్ర, అంతర్రాష్ట్ర వివాదాలు, ప్రాథమిక హక్కుల పరిరక్షణ, రాష్ట్రపతి, ఉపరాష్ట్రపతి ఎన్నిక వివాదాలు. bbox=[788, 1002, 1048, 1125]
double-arrow-icon: ▶▶ bbox=[1469, 1474, 1482, 1489]
bullet-text: ప్రస్తుతం సుప్రీంకోర్టు ప్రధాన న్యాయమూర్తి నెల వేతనం రూ. 2.8 లక్షల రూపాయలు. ఇతర సుప్రీంకోర్టు న్యాయమూర్తుల నెల వేతనం రూ. 2.5 లక్షలు. bbox=[449, 1340, 734, 1437]
double-arrow-icon: ▶▶ bbox=[418, 1135, 432, 1150]
double-arrow-icon: ▶▶ bbox=[758, 1368, 771, 1383]
double-arrow-icon: ▶▶ bbox=[418, 848, 432, 863]
column-3 bbox=[754, 765, 1093, 1918]
bullet-text: ప్రకరణ 32 ప్రకారం సుప్రీంకోర్టు ప్రాథమిక హక్కుల పరిరక్షణకు రిట్లు జారీ చేస్తుంది. bbox=[788, 1755, 1039, 1802]
bullet-item bbox=[1465, 1599, 1800, 1703]
double-arrow-icon: ▶▶ bbox=[1469, 642, 1482, 657]
section-heading: దిగువ కోర్టులు bbox=[1465, 1341, 1556, 1361]
double-arrow-icon: ▶▶ bbox=[758, 1265, 771, 1280]
double-arrow-icon: ▶▶ bbox=[62, 1711, 75, 1726]
section-heading: అప్పీల్ అధికారాలు bbox=[754, 1132, 875, 1151]
double-arrow-icon: ▶▶ bbox=[1116, 1758, 1129, 1773]
bullet-text: గవర్నర్ రాష్ట్రంలో రాజ్యాంగపరమైన అధిపతి. అన్ని నియమాకాలు, ఆదేశాలు గవర్నర్ పేరుతోనే జరుగుతాయి. bbox=[92, 694, 378, 766]
bullet-text: జిల్లా న్యాయమూర్తుల ఎంపిక, నియామకం, పదోన్నతి, బదిలీ తదితర సర్వీసు విషయాల్లో రాష్ట్ర గవర్నర్ హైకోర్టును సంప్రదించి ఆదేశాలు జారీ చేస్తారు. bbox=[1499, 1706, 1785, 1804]
section-heading: రిట్లు జారీ చేసే అధికారం bbox=[754, 1729, 909, 1749]
